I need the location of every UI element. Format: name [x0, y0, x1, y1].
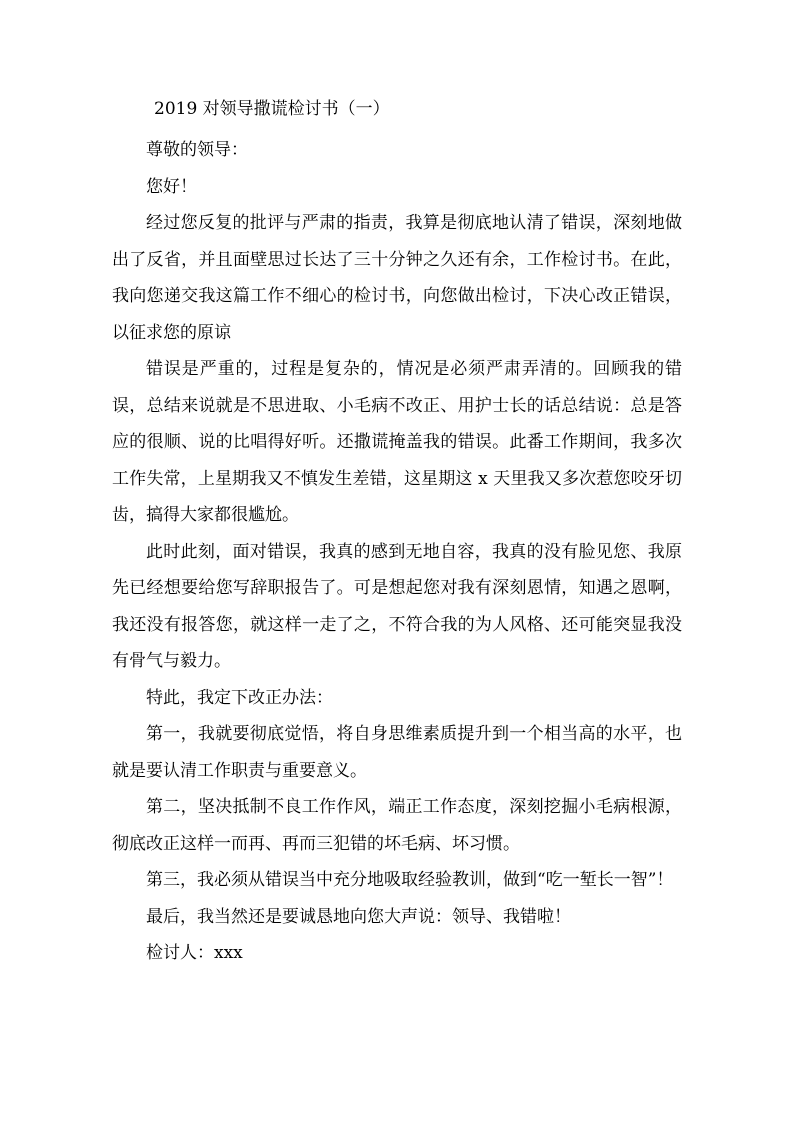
- greeting: 您好！: [146, 176, 197, 197]
- paragraph-measure-2: 第二，坚决抵制不良工作作风，端正工作态度，深刻挖掘小毛病根源，彻底改正这样一而再、再而三犯错的坏毛病、坏习惯。: [112, 797, 682, 854]
- paragraph-measure-3: 第三，我必须从错误当中充分地吸取经验教训，做到“吃一堑长一智”！: [146, 870, 674, 890]
- paragraph-closing: 最后，我当然还是要诚恳地向您大声说：领导、我错啦！: [146, 906, 571, 927]
- paragraph-remorse: 此时此刻，面对错误，我真的感到无地自容，我真的没有脸见您、我原先已经想要给您写辞职报告了。可是想起您对我有深刻恩情，知遇之恩啊，我还没有报答您，就这样一走了之，不符合我的为人风格、还可能突显我没有骨气与毅力。: [112, 541, 682, 671]
- paragraph-measures-intro: 特此，我定下改正办法：: [146, 687, 333, 708]
- paragraph-measure-1: 第一，我就要彻底觉悟，将自身思维素质提升到一个相当高的水平，也就是要认清工作职责与重要意义。: [112, 724, 682, 781]
- document-title: 2019 对领导撒谎检讨书（一）: [154, 99, 390, 119]
- paragraph-reflection: 经过您反复的批评与严肃的指责，我算是彻底地认清了错误，深刻地做出了反省，并且面壁思过长达了三十分钟之久还有余，工作检讨书。在此，我向您递交我这篇工作不细心的检讨书，向您做出检讨，下决心改正错误，以征求您的原谅: [112, 213, 682, 343]
- document-page: [112, 96, 682, 972]
- salutation: 尊敬的领导：: [146, 140, 248, 160]
- paragraph-error-review: 错误是严重的，过程是复杂的，情况是必须严肃弄清的。回顾我的错误，总结来说就是不思进取、小毛病不改正、用护士长的话总结说：总是答应的很顺、说的比唱得好听。还撒谎掩盖我的错误。此番工作期间，我多次工作失常，上星期我又不慎发生差错，这星期这 x 天里我又多次惹您咬牙切齿，搞得大家都很尴尬。: [112, 359, 682, 525]
- signature: 检讨人：xxx: [146, 943, 243, 963]
